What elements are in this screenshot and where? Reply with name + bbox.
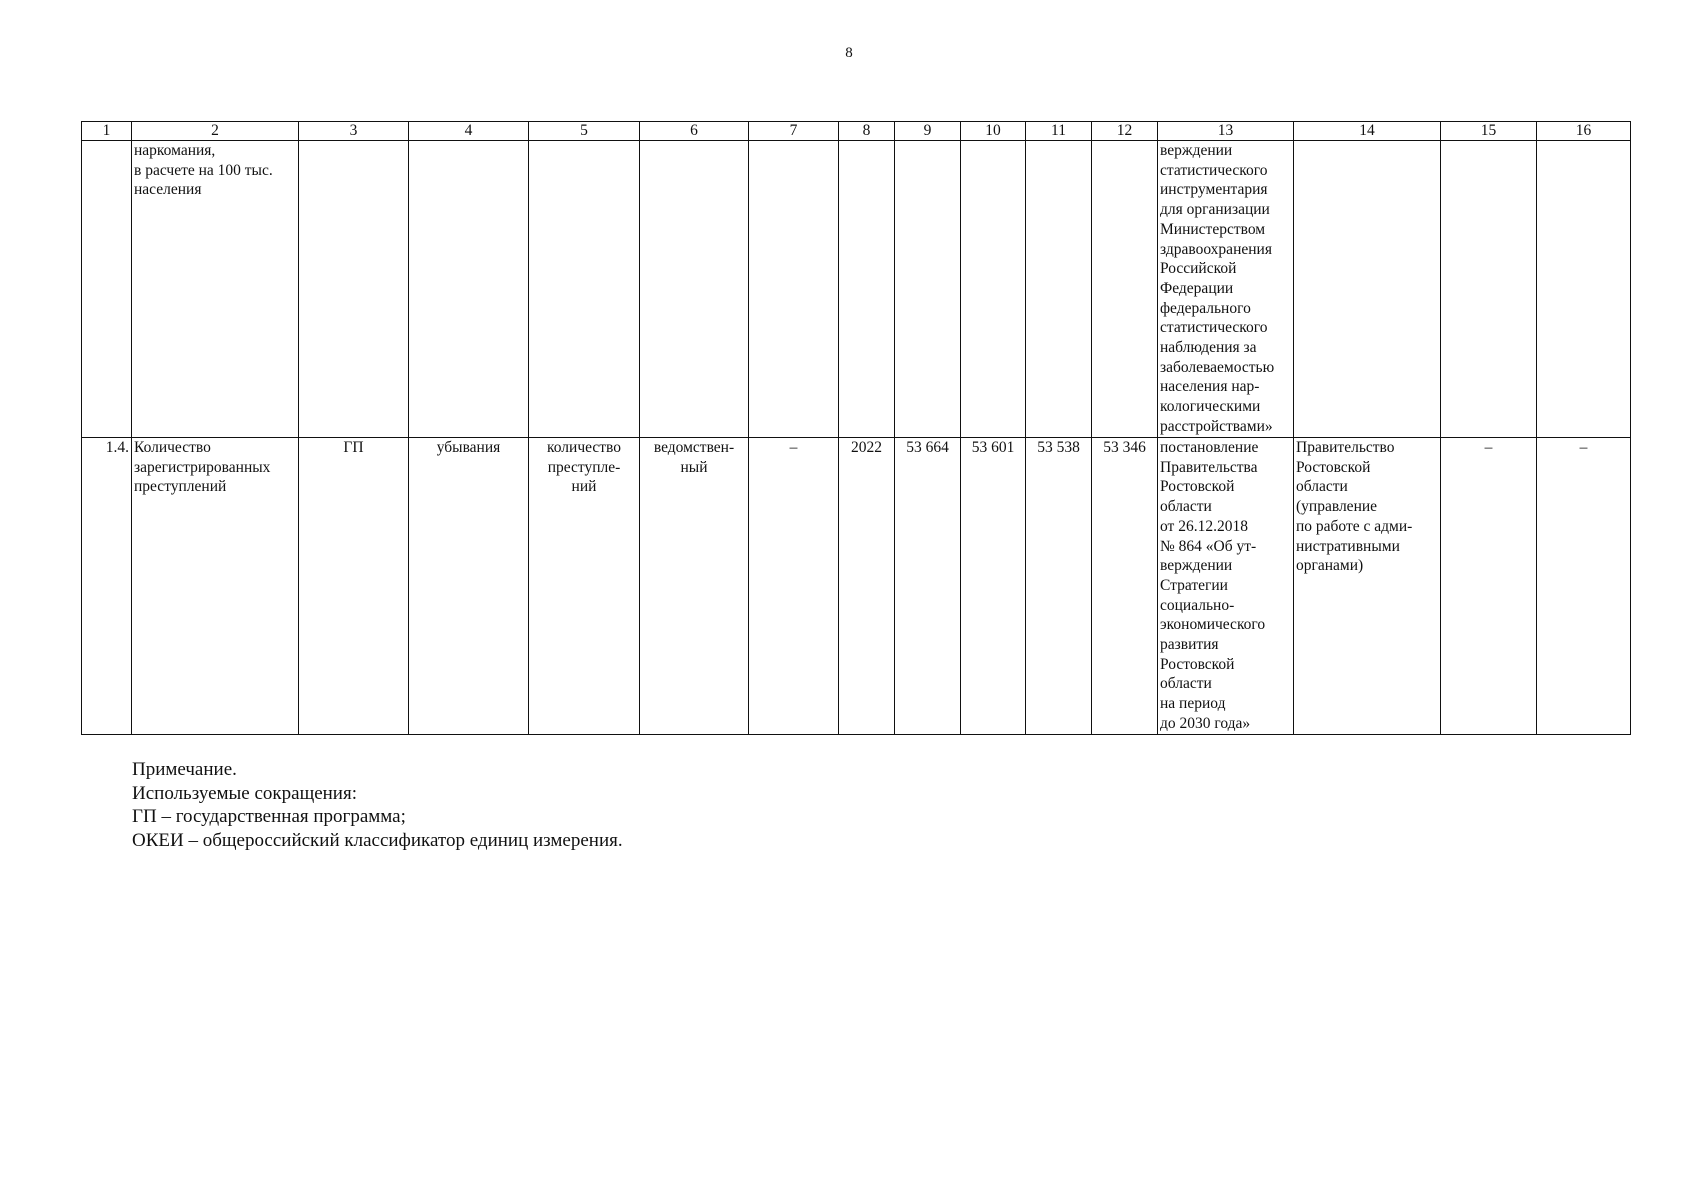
column-header: 3 [299, 122, 409, 141]
document-cell: постановление Правительства Ростовской области от 26.12.2018 № 864 «Об ут- верждении Стратегии социально- экономического развития Ростовской области на период до 2030 года» [1158, 438, 1294, 735]
row-number-cell: 1.4. [82, 438, 132, 735]
column-header: 9 [895, 122, 961, 141]
column-header: 15 [1441, 122, 1537, 141]
column-header: 7 [749, 122, 839, 141]
unit-cell: количество преступле- ний [529, 438, 640, 735]
value-cell: 53 664 [895, 438, 961, 735]
notes-title: Примечание. [132, 759, 237, 780]
column-header: 1 [82, 122, 132, 141]
column-header: 13 [1158, 122, 1294, 141]
column-header: 2 [132, 122, 299, 141]
indicator-name-cell: наркомания, в расчете на 100 тыс. населения [132, 141, 299, 438]
table-cell [299, 141, 409, 438]
abbreviation-item: ГП – государственная программа; [132, 806, 406, 827]
table-cell [640, 141, 749, 438]
row-number-cell [82, 141, 132, 438]
column-header: 16 [1537, 122, 1631, 141]
table-cell: – [1441, 438, 1537, 735]
value-cell: 53 538 [1026, 438, 1092, 735]
table-cell [961, 141, 1026, 438]
abbreviation-item: ОКЕИ – общероссийский классификатор единиц измерения. [132, 829, 623, 851]
column-header: 6 [640, 122, 749, 141]
notes-section [132, 758, 623, 852]
table-cell [1092, 141, 1158, 438]
table-cell [895, 141, 961, 438]
table-header-row [82, 122, 1631, 141]
table-cell [409, 141, 529, 438]
page-number: 8 [845, 45, 853, 61]
column-header: 10 [961, 122, 1026, 141]
column-header: 12 [1092, 122, 1158, 141]
column-header: 11 [1026, 122, 1092, 141]
table-cell [1441, 141, 1537, 438]
base-year-cell: 2022 [839, 438, 895, 735]
table-cell [1537, 141, 1631, 438]
table-cell [529, 141, 640, 438]
value-cell: 53 346 [1092, 438, 1158, 735]
table-row-continuation [82, 141, 1631, 438]
level-cell: ГП [299, 438, 409, 735]
table-cell [839, 141, 895, 438]
table-cell [749, 141, 839, 438]
table-cell: – [1537, 438, 1631, 735]
indicators-table [81, 121, 1631, 735]
table-cell [1294, 141, 1441, 438]
table-cell: – [749, 438, 839, 735]
trend-cell: убывания [409, 438, 529, 735]
column-header: 5 [529, 122, 640, 141]
notes-subtitle: Используемые сокращения: [132, 782, 357, 804]
value-cell: 53 601 [961, 438, 1026, 735]
column-header: 14 [1294, 122, 1441, 141]
document-cell: верждении статистического инструментария для организации Министерством здравоохранения Российской Федерации федерального статистического наблюдения за заболеваемостью населения нар- кологическими расстройствами» [1158, 141, 1294, 438]
indicator-type-cell: ведомствен- ный [640, 438, 749, 735]
column-header: 8 [839, 122, 895, 141]
responsible-cell: Правительство Ростовской области (управление по работе с адми- нистративными органами) [1294, 438, 1441, 735]
indicator-name-cell: Количество зарегистрированных преступлений [132, 438, 299, 735]
column-header: 4 [409, 122, 529, 141]
table-row-1-4 [82, 438, 1631, 735]
table-cell [1026, 141, 1092, 438]
